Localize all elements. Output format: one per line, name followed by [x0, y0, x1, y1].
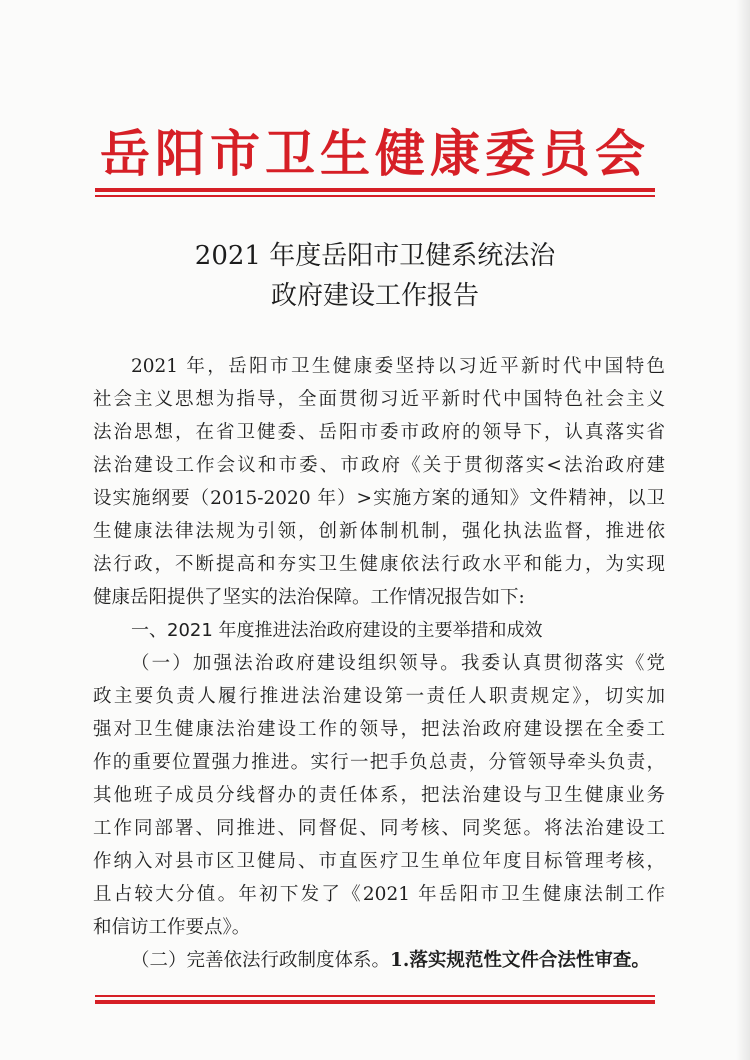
paragraph-line: 2021 年，岳阳市卫生健康委坚持以习近平新时代中国特色 — [131, 356, 665, 377]
footer-rule-thick — [95, 1000, 655, 1004]
footer-rule-thin — [95, 995, 655, 997]
paragraph-line: 强对卫生健康法治建设工作的领导，把法治政府建设摆在全委工 — [93, 719, 665, 740]
paragraph-line: 法治建设工作会议和市委、市政府《关于贯彻落实<法治政府建 — [93, 455, 665, 476]
paragraph-line: 工作同部署、同推进、同督促、同考核、同奖惩。将法治建设工 — [93, 818, 665, 839]
document-title-line-2: 政府建设工作报告 — [270, 281, 479, 311]
paragraph-line: 生健康法律法规为引领，创新体制机制，强化执法监督，推进依 — [93, 521, 665, 542]
paragraph-line: 作的重要位置强力推进。实行一把手负总责，分管领导牵头负责， — [93, 752, 665, 773]
subsection-item-bold: 1.落实规范性文件合法性审查。 — [390, 950, 650, 971]
subsection-heading: （二）完善依法行政制度体系。 — [131, 950, 391, 971]
subsection-line — [131, 944, 665, 977]
paragraph-line: 设实施纲要（2015-2020 年）>实施方案的通知》文件精神，以卫 — [93, 488, 665, 509]
paragraph-line: （一）加强法治政府建设组织领导。我委认真贯彻落实《党 — [131, 653, 665, 674]
paragraph-line: 社会主义思想为指导，全面贯彻习近平新时代中国特色社会主义 — [93, 389, 665, 410]
paragraph-line: 法治思想，在省卫健委、岳阳市委市政府的领导下，认真落实省 — [93, 422, 665, 443]
paragraph-line: 和信访工作要点》。 — [93, 917, 251, 938]
paragraph-line: 健康岳阳提供了坚实的法治保障。工作情况报告如下: — [93, 587, 525, 608]
paragraph-line: 政主要负责人履行推进法治建设第一责任人职责规定》，切实加 — [93, 686, 665, 707]
organization-title: 岳阳市卫生健康委员会 — [100, 124, 650, 183]
document-title-line-1: 2021 年度岳阳市卫健系统法治 — [194, 241, 556, 271]
header-rule-thin — [95, 195, 655, 197]
paragraph-line: 法行政，不断提高和夯实卫生健康依法行政水平和能力，为实现 — [93, 554, 665, 575]
header-rule-thick — [95, 188, 655, 192]
paragraph-line: 且占较大分值。年初下发了《2021 年岳阳市卫生健康法制工作 — [93, 884, 665, 905]
paragraph-line: 其他班子成员分线督办的责任体系，把法治建设与卫生健康业务 — [93, 785, 665, 806]
section-heading: 一、2021 年度推进法治政府建设的主要举措和成效 — [131, 620, 543, 641]
paragraph-line: 作纳入对县市区卫健局、市直医疗卫生单位年度目标管理考核， — [93, 851, 665, 872]
